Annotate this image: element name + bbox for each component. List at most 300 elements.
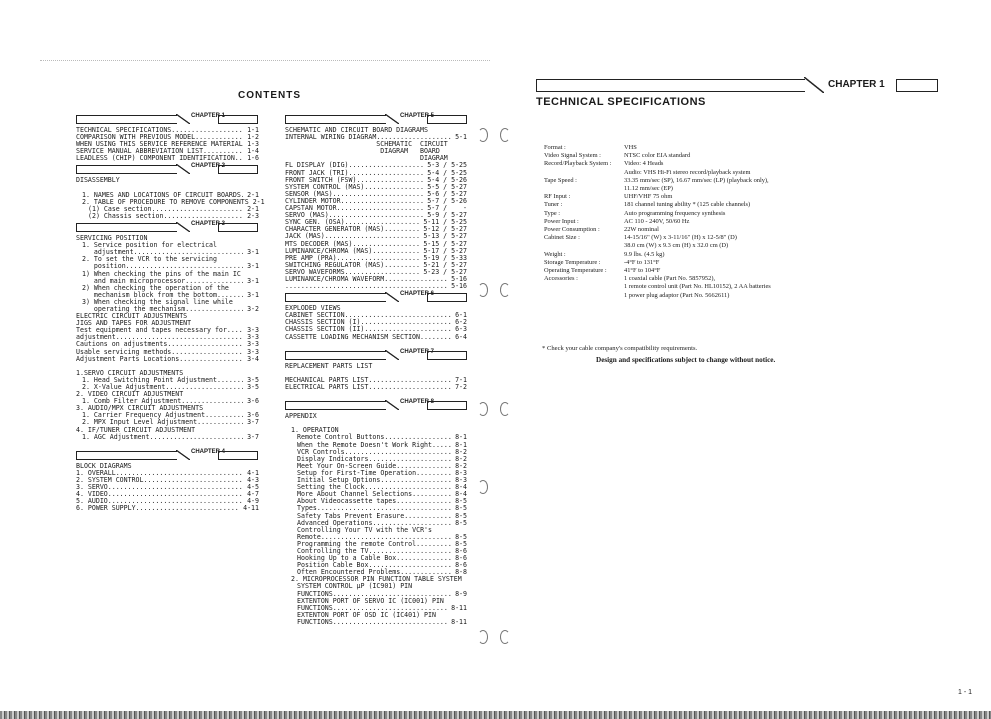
toc-page-number: 8-6 — [451, 546, 467, 555]
toc-leader-dots — [136, 505, 240, 512]
toc-page-number: 5-3 / 5-25 — [423, 161, 467, 170]
toc-page-number: 6-4 — [451, 332, 467, 341]
toc-entry-title: Hooking Up to a Cable Box — [297, 554, 397, 563]
toc-page-number: 3-7 — [243, 432, 259, 441]
toc-entry-title: 1. Comb Filter Adjustment — [82, 397, 182, 406]
toc-page-number: 5-4 / 5-25 — [423, 168, 467, 177]
toc-entry-title: PRE AMP (PRA) — [285, 253, 337, 262]
toc-page-number: 3-6 — [243, 411, 259, 420]
toc-entry-title: SERVICE MANUAL ABBREVIATION LIST — [76, 147, 204, 156]
toc-leader-dots — [404, 513, 451, 520]
toc-entry-title: 6. POWER SUPPLY — [76, 504, 136, 513]
toc-page-number: 4-3 — [243, 476, 259, 485]
spec-label: Type : — [544, 209, 561, 217]
spec-value: 33.35 mm/sec (SP), 16.67 mm/sec (LP) (playback only), — [624, 176, 769, 184]
toc-page-number: 5-9 / 5-27 — [423, 211, 467, 220]
toc-entry-title: CASSETTE LOADING MECHANISM SECTION — [285, 332, 420, 341]
toc-page-number: 8-3 — [451, 468, 467, 477]
toc-page-number: 3-2 — [243, 304, 259, 313]
toc-entry-title: SERVO (MAS) — [285, 211, 329, 220]
toc-leader-dots — [396, 555, 451, 562]
chapter-tab-right-box — [218, 223, 258, 232]
toc-page-number: 5-16 — [447, 282, 467, 291]
toc-heading — [76, 441, 259, 448]
toc-page-number: 2-3 — [243, 211, 259, 220]
spec-value: 9.9 lbs. (4.5 kg) — [624, 250, 665, 258]
spec-label: Tape Speed : — [544, 176, 577, 184]
toc-entry-title: Setup for First-Time Operation — [297, 468, 417, 477]
binder-hole — [500, 402, 510, 416]
toc-page-number: 6-2 — [451, 318, 467, 327]
toc-entry-title: position — [82, 262, 126, 271]
chapter-label: CHAPTER 7 — [400, 348, 435, 355]
toc-leader-dots — [349, 162, 424, 169]
toc-page-number: 1-2 — [243, 133, 259, 142]
toc-entry-title: (1) Case section — [88, 204, 152, 213]
toc-page-number: 4-9 — [243, 497, 259, 506]
toc-page-number: 1-3 — [243, 140, 259, 149]
toc-heading: JIGS AND TAPES FOR ADJUSTMENT — [76, 319, 192, 328]
toc-entry-title: Remote — [297, 532, 321, 541]
toc-leader-dots — [368, 384, 451, 391]
toc-page-number: 8-4 — [451, 483, 467, 492]
chapter-tab-slash — [385, 350, 399, 360]
chapter-label: CHAPTER 8 — [400, 399, 435, 406]
chapter-label: CHAPTER 5 — [400, 113, 435, 119]
toc-heading: 1. Service position for electrical — [82, 241, 217, 250]
toc-entry-title: 1. NAMES AND LOCATIONS OF CIRCUIT BOARDS — [82, 190, 241, 199]
footnote: * Check your cable company's compatibility requirements. — [542, 345, 698, 352]
toc-entry — [285, 384, 467, 391]
spec-value: 22W nominal — [624, 226, 659, 234]
chapter-tab-slash — [176, 222, 190, 232]
toc-leader-dots — [108, 491, 243, 498]
toc-page-number: 8-1 — [451, 440, 467, 449]
spec-row — [544, 177, 944, 185]
toc-leader-dots — [197, 419, 243, 426]
toc-heading: EXPLODED VIEWS — [285, 304, 341, 313]
chapter-tab-left-box — [76, 115, 177, 124]
chapter-tab — [285, 112, 467, 124]
toc-page-number: 8-5 — [451, 504, 467, 513]
chapter-tab-right-box — [218, 165, 258, 174]
toc-leader-dots — [368, 377, 451, 384]
toc-page-number: 3-1 — [243, 248, 259, 257]
spec-value: 181 channel tuning ability * (125 cable channels) — [624, 201, 751, 209]
toc-entry-title: CHARACTER GENERATOR (MAS) — [285, 225, 385, 234]
chapter-tab — [536, 77, 946, 93]
chapter-tab-left-box — [76, 165, 177, 174]
specifications-page — [520, 0, 991, 719]
spec-row — [544, 259, 944, 267]
chapter-tab-left-box — [76, 223, 177, 232]
toc-page-number: 3-3 — [243, 326, 259, 335]
toc-leader-dots — [108, 484, 243, 491]
toc-entry — [285, 276, 467, 283]
toc-heading: DIAGRAM BOARD — [285, 147, 440, 156]
toc-entry-title: Programming the remote Control — [297, 539, 417, 548]
toc-page-number: 1-6 — [243, 154, 259, 163]
chapter-tab-left-box — [285, 115, 386, 124]
toc-entry-title: FUNCTIONS — [297, 603, 333, 612]
toc-heading: 4. IF/TUNER CIRCUIT ADJUSTMENT — [76, 425, 196, 434]
chapter-tab-slash — [176, 114, 190, 124]
toc-heading: 2) When checking the operation of the — [82, 283, 229, 292]
toc-entry — [76, 505, 259, 512]
toc-entry-title: LEADLESS (CHIP) COMPONENT IDENTIFICATION — [76, 154, 235, 163]
toc-entry-title: (2) Chassis section — [88, 211, 164, 220]
toc-page-number: 5-21 / 5-27 — [419, 260, 467, 269]
toc-entry — [76, 356, 259, 363]
toc-heading: 1.SERVO CIRCUIT ADJUSTMENTS — [76, 368, 184, 377]
toc-entry-title: CAPSTAN MOTOR — [285, 204, 337, 213]
binder-hole — [478, 630, 488, 644]
chapter-tab — [285, 398, 467, 410]
toc-heading — [285, 341, 467, 348]
toc-entry-title: Often Encountered Problems — [297, 568, 401, 577]
toc-entry-title: Types — [297, 504, 317, 513]
scan-edge-line — [40, 60, 490, 61]
spec-label: Record/Playback System : — [544, 160, 612, 168]
spec-label: Power Consumption : — [544, 226, 600, 234]
toc-entry-title: ELECTRICAL PARTS LIST — [285, 383, 369, 391]
toc-heading: REPLACEMENT PARTS LIST — [285, 361, 373, 370]
toc-entry-title: CHASSIS SECTION (I) — [285, 318, 361, 327]
contents-column-2 — [285, 112, 467, 626]
toc-page-number: 3-1 — [243, 262, 259, 271]
toc-page-number: 5-7 / 5-26 — [423, 196, 467, 205]
toc-page-number: 3-7 — [243, 418, 259, 427]
toc-heading: 2. MICROPROCESSOR PIN FUNCTION TABLE SYSTEM — [291, 575, 462, 584]
toc-leader-dots — [372, 248, 419, 255]
toc-entry-title: 4. VIDEO — [76, 490, 108, 499]
toc-entry-title: mechanism block from the bottom — [82, 290, 217, 299]
toc-page-number: 8-2 — [451, 461, 467, 470]
toc-page-number: 8-5 — [451, 518, 467, 527]
toc-entry-title: CYLINDER MOTOR — [285, 196, 341, 205]
toc-page-number: 6-1 — [451, 311, 467, 320]
toc-entry-title: Test equipment and tapes necessary for — [76, 326, 227, 335]
chapter-tab-right-box — [427, 293, 467, 302]
toc-leader-dots — [152, 206, 244, 213]
toc-page-number: 6-3 — [451, 325, 467, 334]
binder-hole — [500, 128, 510, 142]
toc-page-number: 8-5 — [451, 532, 467, 541]
toc-heading: 3) When checking the signal line while — [82, 297, 233, 306]
spec-value: 11.12 mm/sec (EP) — [624, 185, 673, 193]
toc-page-number: 7-2 — [451, 383, 467, 391]
toc-entry — [76, 434, 259, 441]
toc-entry — [285, 619, 467, 626]
toc-page-number: 2-1 — [243, 204, 259, 213]
toc-page-number: 8-4 — [451, 490, 467, 499]
spec-label: Accessories : — [544, 275, 578, 283]
chapter-tab — [76, 112, 259, 124]
spec-label: Power Input : — [544, 217, 579, 225]
toc-page-number: 5-17 / 5-27 — [419, 246, 467, 255]
toc-entry-title: 5. AUDIO — [76, 497, 108, 506]
toc-heading: 1) When checking the pins of the main IC — [82, 269, 241, 278]
contents-title: CONTENTS — [238, 90, 301, 101]
toc-heading: SCHEMATIC CIRCUIT — [285, 140, 448, 149]
page-title: TECHNICAL SPECIFICATIONS — [536, 96, 706, 108]
toc-entry-title: JACK (MAS) — [285, 232, 325, 241]
toc-heading: ELECTRIC CIRCUIT ADJUSTMENTS — [76, 312, 188, 321]
spec-row — [544, 185, 944, 193]
toc-entry-title: Cautions on adjustments — [76, 340, 168, 349]
toc-entry-title: CHASSIS SECTION (II) — [285, 325, 365, 334]
toc-entry-title: LUMINANCE/CHROMA WAVEFORM — [285, 274, 385, 283]
toc-entry — [285, 283, 467, 290]
chapter-tab — [285, 348, 467, 360]
toc-page-number: 1-1 — [243, 126, 259, 134]
toc-page-number: 3-3 — [243, 347, 259, 356]
toc-page-number: 4-11 — [239, 504, 259, 513]
chapter-label: CHAPTER 1 — [191, 113, 226, 119]
toc-leader-dots — [416, 541, 451, 548]
toc-leader-dots — [185, 306, 243, 313]
toc-leader-dots — [217, 377, 243, 384]
scan-bottom-edge — [0, 711, 991, 719]
chapter-tab-left-box — [76, 451, 177, 460]
toc-leader-dots — [150, 434, 244, 441]
spec-row — [544, 226, 944, 234]
toc-page-number: 3-1 — [243, 276, 259, 285]
toc-entry-title: FRONT JACK (TRI) — [285, 168, 349, 177]
toc-entry-title: 2. X-Value Adjustment — [82, 383, 166, 391]
toc-leader-dots — [167, 341, 243, 348]
toc-entry-title: Setting the Clock — [297, 483, 365, 492]
toc-entry — [285, 334, 467, 341]
toc-page-number: 3-4 — [243, 354, 259, 363]
toc-entry-title: Controlling the TV — [297, 546, 369, 555]
toc-leader-dots — [412, 491, 451, 498]
toc-entry-title: Meet Your On-Screen Guide — [297, 461, 397, 470]
toc-page-number: 8-5 — [451, 539, 467, 548]
spec-row — [544, 234, 944, 242]
toc-heading — [285, 391, 467, 398]
toc-page-number: 8-6 — [451, 554, 467, 563]
spec-label: Format : — [544, 144, 566, 151]
toc-leader-dots — [205, 412, 243, 419]
spec-label: Cabinet Size : — [544, 234, 580, 242]
toc-page-number: 5-5 / 5-27 — [423, 182, 467, 191]
toc-entry-title: SERVO WAVEFORMS — [285, 267, 345, 276]
toc-leader-dots — [416, 470, 451, 477]
toc-leader-dots — [333, 619, 447, 626]
spec-row — [544, 283, 944, 291]
spec-value: 1 remote control unit (Part No. HL10152), 2 AA batteries — [624, 283, 771, 291]
toc-entry-title: SYSTEM CONTROL (MAS) — [285, 182, 365, 191]
chapter-tab-right-box — [896, 79, 938, 92]
toc-leader-dots — [384, 226, 419, 233]
toc-entry — [76, 213, 259, 220]
toc-entry-title: LUMINANCE/CHROMA (MAS) — [285, 246, 373, 255]
toc-page-number: 8-5 — [451, 497, 467, 506]
toc-entry-title: 1. Carrier Frequency Adjustment — [82, 411, 206, 420]
spec-row — [544, 169, 944, 177]
chapter-tab — [76, 448, 259, 460]
toc-heading: SYSTEM CONTROL μP (IC901) PIN — [297, 582, 413, 591]
toc-page-number: 8-1 — [451, 433, 467, 442]
spec-row — [544, 292, 944, 300]
spec-value: 1 coaxial cable (Part No. 5857952), — [624, 275, 716, 283]
spec-label: Storage Temperature : — [544, 258, 601, 266]
toc-entry-title: INTERNAL WIRING DIAGRAM — [285, 133, 377, 142]
toc-page-number: 3-1 — [243, 290, 259, 299]
disclaimer: Design and specifications subject to change without notice. — [596, 356, 776, 364]
toc-page-number: 8-2 — [451, 454, 467, 463]
toc-leader-dots — [432, 442, 451, 449]
spec-label — [544, 185, 624, 193]
toc-heading: Controlling Your TV with the VCR's — [297, 525, 432, 534]
toc-heading: 1. OPERATION — [291, 426, 339, 435]
toc-page-number: 5-16 — [447, 274, 467, 283]
toc-leader-dots — [333, 191, 424, 198]
chapter-tab-right-box — [427, 351, 467, 360]
spec-value: UHF/VHF 75 ohm — [624, 193, 673, 201]
toc-entry-title: 2. SYSTEM CONTROL — [76, 476, 144, 485]
toc-heading: 2. VIDEO CIRCUIT ADJUSTMENT — [76, 390, 184, 399]
toc-page-number: 5-23 / 5-27 — [419, 267, 467, 276]
toc-entry-title: operating the mechanism — [82, 304, 186, 313]
chapter-tab-right-box — [427, 401, 467, 410]
toc-leader-dots — [396, 498, 451, 505]
spec-row — [544, 201, 944, 209]
chapter-tab — [285, 290, 467, 302]
spec-row — [544, 251, 944, 259]
spec-label — [544, 169, 624, 177]
toc-leader-dots — [144, 477, 244, 484]
chapter-tab-slash — [385, 400, 399, 410]
toc-heading: EXTENTON PORT OF SERVO IC (IC001) PIN — [297, 596, 444, 605]
toc-page-number: 4-7 — [243, 490, 259, 499]
toc-entry-title: Safety Tabs Prevent Erasure — [297, 511, 405, 520]
toc-heading: 2. To set the VCR to the servicing — [82, 255, 217, 264]
spec-value: 1 power plug adaptor (Part No. 5662611) — [624, 291, 730, 299]
toc-entry-title: VCR Controls — [297, 447, 345, 456]
toc-entry-title: MTS DECODER (MAS) — [285, 239, 353, 248]
toc-entry-title: 3. SERVO — [76, 483, 108, 492]
spec-value: 38.0 cm (W) x 9.3 cm (H) x 32.0 cm (D) — [624, 242, 729, 250]
toc-leader-dots — [171, 349, 243, 356]
toc-entry-title: MECHANICAL PARTS LIST — [285, 375, 369, 384]
toc-entry-title: SWITCHING REGULATOR (MAS) — [285, 260, 385, 269]
toc-page-number: 3-5 — [243, 375, 259, 384]
spec-value: Audio: VHS Hi-Fi stereo record/playback system — [624, 168, 751, 176]
chapter-tab-left-box — [285, 401, 386, 410]
toc-leader-dots — [285, 283, 447, 290]
toc-leader-dots — [380, 477, 451, 484]
toc-heading: DIAGRAM — [285, 154, 448, 163]
spec-table — [544, 144, 944, 300]
toc-leader-dots — [384, 276, 447, 283]
toc-entry-title: 1. AGC Adjustment — [82, 432, 150, 441]
toc-entry-title: FRONT SWITCH (FSW) — [285, 175, 357, 184]
toc-leader-dots — [337, 205, 424, 212]
spec-label — [544, 292, 624, 300]
chapter-label: CHAPTER 2 — [191, 163, 226, 170]
toc-entry-title: Usable servicing methods — [76, 347, 172, 356]
toc-entry-title: adjustment — [76, 333, 116, 342]
toc-page-number: 2-1 — [248, 197, 265, 206]
toc-leader-dots — [364, 184, 423, 191]
toc-page-number: 5-7 / - — [423, 204, 467, 213]
spec-label: Operating Temperature : — [544, 267, 607, 275]
binder-hole — [478, 128, 488, 142]
toc-entry-title: About Videocassette tapes — [297, 497, 397, 506]
toc-page-number: 5-12 / 5-27 — [419, 225, 467, 234]
spec-row — [544, 144, 944, 152]
toc-page-number: 2-1 — [243, 190, 259, 199]
toc-entry-title: FUNCTIONS — [297, 589, 333, 598]
chapter-label: CHAPTER 6 — [400, 291, 435, 298]
chapter-tab — [76, 162, 259, 174]
toc-entry-title: FL DISPLAY (DIG) — [285, 161, 349, 170]
spec-row — [544, 193, 944, 201]
spec-label: Video Signal System : — [544, 152, 601, 160]
toc-page-number: 8-11 — [447, 617, 467, 626]
toc-page-number: 3-6 — [243, 397, 259, 406]
spec-value: -4°F to 131°F — [624, 258, 660, 266]
spec-value: VHS — [624, 144, 637, 151]
spec-value: Video: 4 Heads — [624, 160, 664, 168]
toc-entry-title: FUNCTIONS — [297, 617, 333, 626]
toc-heading: EXTENTON PORT OF OSD IC (IC401) PIN — [297, 610, 436, 619]
toc-page-number: 5-15 / 5-27 — [419, 239, 467, 248]
toc-entry-title: Remote Control Buttons — [297, 433, 385, 442]
toc-leader-dots — [384, 262, 419, 269]
toc-page-number: 5-11 / 5-25 — [419, 218, 467, 227]
toc-page-number: 8-6 — [451, 561, 467, 570]
toc-entry-title: WHEN USING THIS SERVICE REFERENCE MATERIAL — [76, 140, 243, 149]
toc-entry — [76, 155, 259, 162]
chapter-tab-left-box — [536, 79, 805, 92]
spec-row — [544, 275, 944, 283]
toc-page-number: 5-1 — [451, 133, 467, 142]
toc-entry-title: Display Indicators — [297, 454, 369, 463]
toc-entry-title: and main microprocessor — [82, 276, 186, 285]
spec-row — [544, 267, 944, 275]
toc-leader-dots — [349, 170, 424, 177]
spec-label: Tuner : — [544, 201, 563, 209]
toc-page-number: 3-3 — [243, 340, 259, 349]
chapter-tab-slash — [804, 77, 824, 93]
toc-entry-title: When the Remote Doesn't Work Right — [297, 440, 432, 449]
toc-entry-title: SYNC GEN. (OSA) — [285, 218, 345, 227]
spec-value: NTSC color EIA standard — [624, 152, 691, 160]
spec-value: 14-15/16" (W) x 3-11/16" (H) x 12-5/8" (D) — [624, 234, 737, 242]
toc-entry-title: TECHNICAL SPECIFICATIONS — [76, 126, 172, 134]
toc-heading: SCHEMATIC AND CIRCUIT BOARD DIAGRAMS — [285, 126, 428, 134]
toc-page-number: 3-3 — [243, 333, 259, 342]
spec-value: Auto programming frequency synthesis — [624, 209, 726, 217]
chapter-tab — [76, 220, 259, 232]
binder-hole — [500, 283, 510, 297]
binder-hole — [500, 630, 510, 644]
spec-label: Weight : — [544, 250, 566, 258]
chapter-tab-right-box — [218, 451, 258, 460]
toc-entry-title: Position Cable Box — [297, 561, 369, 570]
toc-page-number: 4-1 — [243, 468, 259, 477]
toc-leader-dots — [345, 312, 452, 319]
toc-entry-title: Initial Setup Options — [297, 476, 381, 485]
spec-label: RF Input : — [544, 193, 571, 201]
chapter-tab-slash — [176, 164, 190, 174]
toc-leader-dots — [341, 198, 424, 205]
toc-entry-title: 1. OVERALL — [76, 468, 116, 477]
toc-heading: 3. AUDIO/MPX CIRCUIT ADJUSTMENTS — [76, 404, 204, 413]
